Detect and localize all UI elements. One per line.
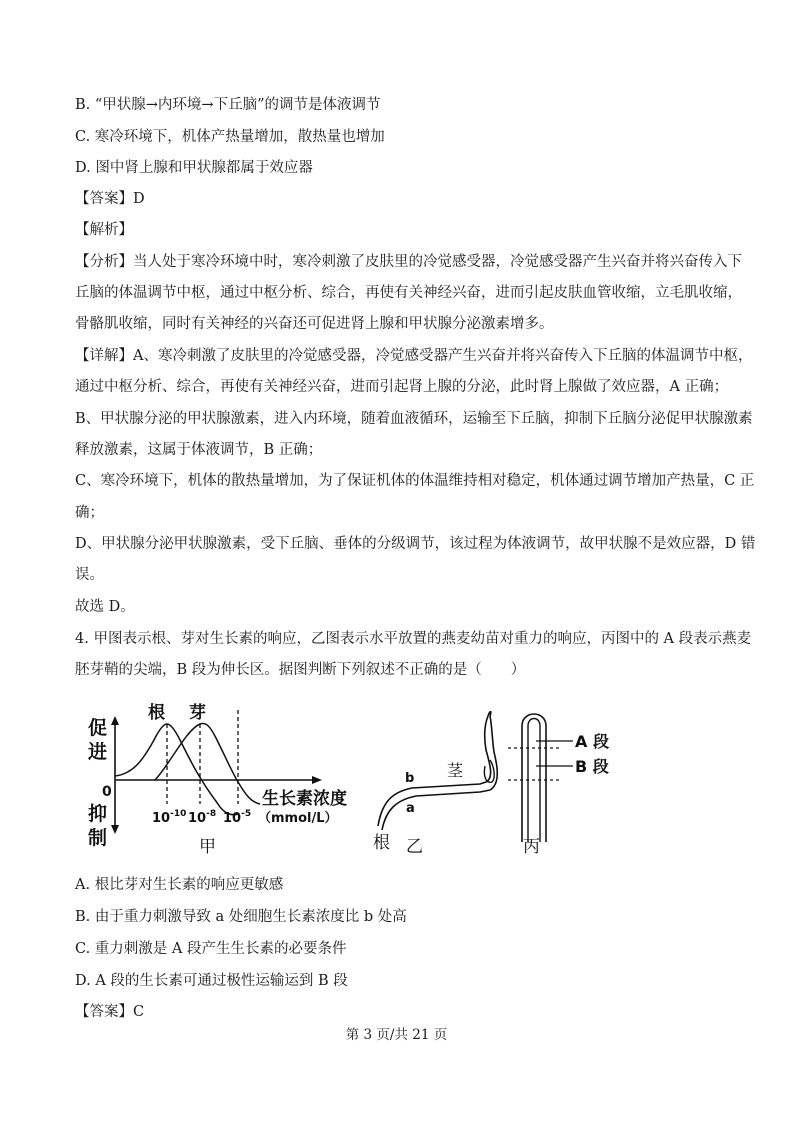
x-axis-unit: （mmol/L） bbox=[258, 811, 338, 826]
y-label-inhibit-1: 抑 bbox=[88, 803, 108, 825]
option-b: B. 由于重力刺激导致 a 处细胞生长素浓度比 b 处高 bbox=[75, 909, 407, 925]
answer-label: 【答案】C bbox=[75, 1004, 145, 1020]
option-b: B. “甲状腺→内环境→下丘脑”的调节是体液调节 bbox=[75, 97, 381, 113]
answer-label: 【答案】D bbox=[75, 191, 145, 207]
figure-jia-caption: 甲 bbox=[199, 837, 216, 857]
page-number: 第 3 页/共 21 页 bbox=[345, 1027, 448, 1043]
detail-line: 误。 bbox=[75, 567, 104, 583]
analysis-line: 丘脑的体温调节中枢，通过中枢分析、综合，再使有关神经兴奋，进而引起皮肤血管收缩，立毛肌收缩， bbox=[75, 285, 742, 301]
point-b-label: b bbox=[405, 771, 415, 786]
segment-a-label: A 段 bbox=[575, 732, 609, 751]
detail-line: 【详解】A、寒冷刺激了皮肤里的冷觉感受器，冷觉感受器产生兴奋并将兴奋传入下丘脑的体温调节中枢， bbox=[75, 348, 753, 364]
option-a: A. 根比芽对生长素的响应更敏感 bbox=[75, 877, 284, 893]
segment-b-label: B 段 bbox=[575, 757, 609, 776]
option-c: C. 重力刺激是 A 段产生生长素的必要条件 bbox=[75, 941, 347, 957]
analysis-heading: 【解析】 bbox=[75, 222, 133, 238]
stem-tip bbox=[488, 712, 491, 717]
root-curve-label: 根 bbox=[148, 703, 165, 723]
tick-label: $10^{-8}$ bbox=[188, 809, 217, 826]
figure-jia bbox=[88, 702, 347, 857]
question-4-figures bbox=[60, 692, 620, 870]
detail-line: B、甲状腺分泌的甲状腺激素，进入内环境，随着血液循环，运输至下丘脑，抑制下丘脑分泌促甲状腺激素 bbox=[75, 411, 753, 427]
point-a-label: a bbox=[406, 801, 415, 816]
seedling-outline-upper bbox=[378, 716, 491, 826]
conclusion-line: 故选 D。 bbox=[75, 599, 135, 615]
analysis-line: 【分析】当人处于寒冷环境中时，寒冷刺激了皮肤里的冷觉感受器，冷觉感受器产生兴奋并将兴奋传入下 bbox=[75, 254, 742, 270]
option-c: C. 寒冷环境下，机体产热量增加，散热量也增加 bbox=[75, 129, 385, 145]
x-axis-arrow-icon bbox=[312, 776, 322, 784]
tick-label: $10^{-5}$ bbox=[223, 809, 252, 826]
option-d: D. A 段的生长素可通过极性运输运到 B 段 bbox=[75, 973, 348, 989]
detail-line: 确； bbox=[75, 505, 104, 521]
question-4-stem: 4. 甲图表示根、芽对生长素的响应，乙图表示水平放置的燕麦幼苗对重力的响应，丙图中的 A 段表示燕麦 bbox=[75, 631, 752, 647]
option-d: D. 图中肾上腺和甲状腺都属于效应器 bbox=[75, 160, 313, 176]
figure-yi bbox=[373, 712, 497, 858]
root-curve bbox=[115, 724, 238, 815]
y-label-promote-2: 进 bbox=[88, 741, 108, 763]
question-4-stem: 胚芽鞘的尖端，B 段为伸长区。据图判断下列叙述不正确的是（ ） bbox=[75, 662, 526, 678]
figure-bing-caption: 丙 bbox=[523, 837, 540, 857]
y-axis-arrow-down-icon bbox=[111, 825, 119, 834]
seedling-outline-lower bbox=[382, 716, 497, 830]
detail-line: C、寒冷环境下，机体的散热量增加，为了保证机体的体温维持相对稳定，机体通过调节增加产热量，C 正 bbox=[75, 473, 755, 489]
x-axis-label: 生长素浓度 bbox=[262, 789, 347, 809]
bud-curve-label: 芽 bbox=[189, 703, 206, 723]
figure-yi-caption: 乙 bbox=[406, 837, 423, 857]
stem-label: 茎 bbox=[447, 761, 464, 780]
detail-line: 释放激素，这属于体液调节，B 正确； bbox=[75, 442, 323, 458]
analysis-line: 骨骼肌收缩，同时有关神经的兴奋还可促进肾上腺和甲状腺分泌激素增多。 bbox=[75, 316, 554, 332]
tick-label: $10^{-10}$ bbox=[152, 809, 187, 826]
y-label-inhibit-2: 制 bbox=[88, 827, 108, 849]
detail-line: D、甲状腺分泌甲状腺激素，受下丘脑、垂体的分级调节，该过程为体液调节，故甲状腺不是效应器，D 错 bbox=[75, 536, 756, 552]
y-axis-arrow-icon bbox=[111, 716, 119, 725]
detail-line: 通过中枢分析、综合，再使有关神经兴奋，进而引起肾上腺的分泌，此时肾上腺做了效应器，A 正确； bbox=[75, 379, 729, 395]
coleoptile-outer bbox=[522, 714, 546, 842]
figure-bing bbox=[508, 714, 609, 857]
bud-curve bbox=[155, 724, 260, 804]
origin-label: 0 bbox=[102, 784, 112, 800]
root-label: 根 bbox=[373, 833, 390, 853]
y-label-promote-1: 促 bbox=[88, 717, 108, 739]
